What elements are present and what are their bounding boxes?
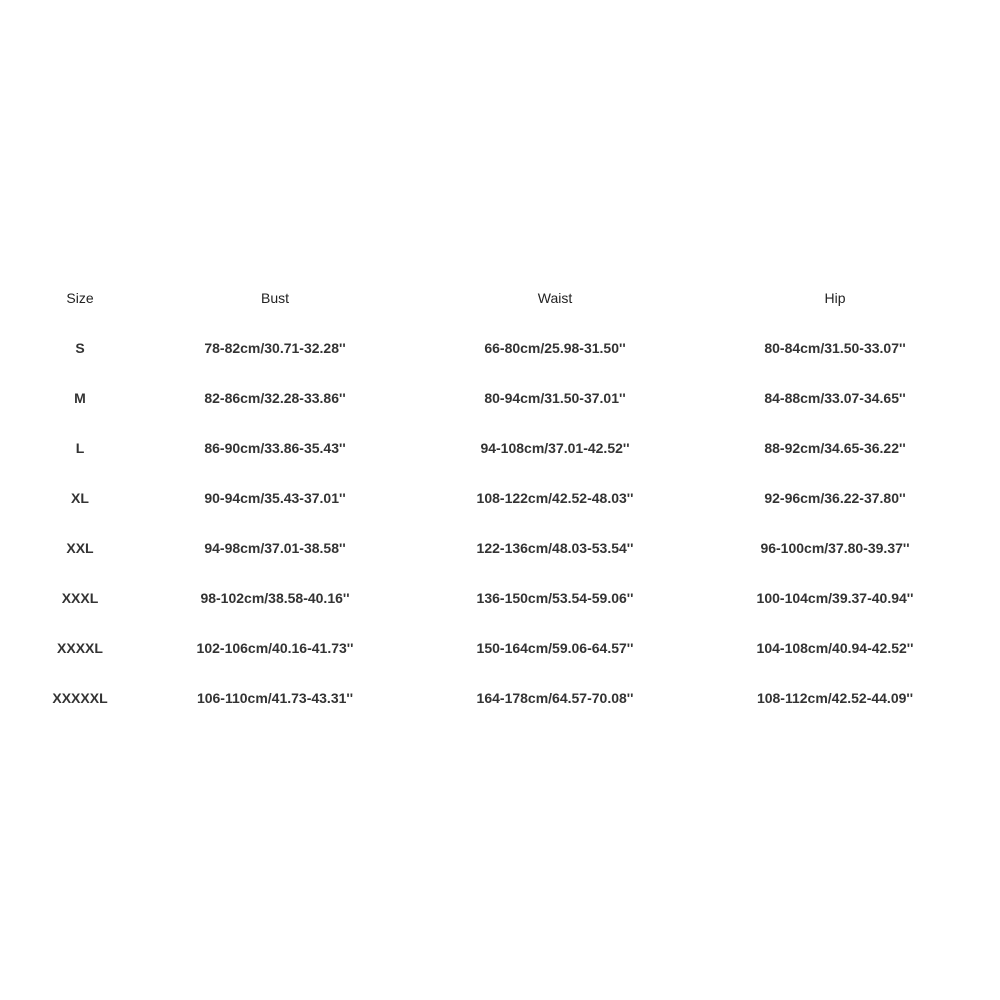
cell-hip: 84-88cm/33.07-34.65'' xyxy=(764,390,906,406)
table-row xyxy=(0,523,1000,573)
table-header-row xyxy=(0,273,1000,323)
table-row xyxy=(0,573,1000,623)
header-waist: Waist xyxy=(537,290,573,306)
cell-hip: 92-96cm/36.22-37.80'' xyxy=(764,490,906,506)
cell-bust: 86-90cm/33.86-35.43'' xyxy=(204,440,346,456)
cell-bust: 94-98cm/37.01-38.58'' xyxy=(204,540,346,556)
cell-bust: 102-106cm/40.16-41.73'' xyxy=(196,640,354,656)
cell-bust: 106-110cm/41.73-43.31'' xyxy=(196,690,354,706)
cell-size: XXXXL xyxy=(57,640,103,656)
cell-waist: 164-178cm/64.57-70.08'' xyxy=(476,690,634,706)
table-row xyxy=(0,673,1000,723)
cell-size: XXXL xyxy=(61,590,99,606)
cell-hip: 108-112cm/42.52-44.09'' xyxy=(756,690,914,706)
cell-hip: 96-100cm/37.80-39.37'' xyxy=(760,540,910,556)
cell-waist: 66-80cm/25.98-31.50'' xyxy=(484,340,626,356)
cell-size: S xyxy=(75,340,85,356)
cell-hip: 104-108cm/40.94-42.52'' xyxy=(756,640,914,656)
cell-hip: 100-104cm/39.37-40.94'' xyxy=(756,590,914,606)
table-row xyxy=(0,473,1000,523)
cell-hip: 80-84cm/31.50-33.07'' xyxy=(764,340,906,356)
cell-size: XXL xyxy=(66,540,94,556)
cell-bust: 98-102cm/38.58-40.16'' xyxy=(200,590,350,606)
cell-size: L xyxy=(75,440,85,456)
cell-bust: 90-94cm/35.43-37.01'' xyxy=(204,490,346,506)
header-hip: Hip xyxy=(824,290,846,306)
cell-size: XL xyxy=(71,490,89,506)
size-chart-table xyxy=(0,273,1000,723)
cell-bust: 78-82cm/30.71-32.28'' xyxy=(204,340,346,356)
cell-waist: 108-122cm/42.52-48.03'' xyxy=(476,490,634,506)
table-row xyxy=(0,623,1000,673)
table-row xyxy=(0,423,1000,473)
cell-hip: 88-92cm/34.65-36.22'' xyxy=(764,440,906,456)
cell-waist: 80-94cm/31.50-37.01'' xyxy=(484,390,626,406)
cell-waist: 150-164cm/59.06-64.57'' xyxy=(476,640,634,656)
header-bust: Bust xyxy=(260,290,289,306)
table-row xyxy=(0,373,1000,423)
table-row xyxy=(0,323,1000,373)
cell-waist: 94-108cm/37.01-42.52'' xyxy=(480,440,630,456)
cell-waist: 122-136cm/48.03-53.54'' xyxy=(476,540,634,556)
cell-size: XXXXXL xyxy=(52,690,108,706)
cell-size: M xyxy=(74,390,86,406)
cell-waist: 136-150cm/53.54-59.06'' xyxy=(476,590,634,606)
cell-bust: 82-86cm/32.28-33.86'' xyxy=(204,390,346,406)
header-size: Size xyxy=(66,290,94,306)
